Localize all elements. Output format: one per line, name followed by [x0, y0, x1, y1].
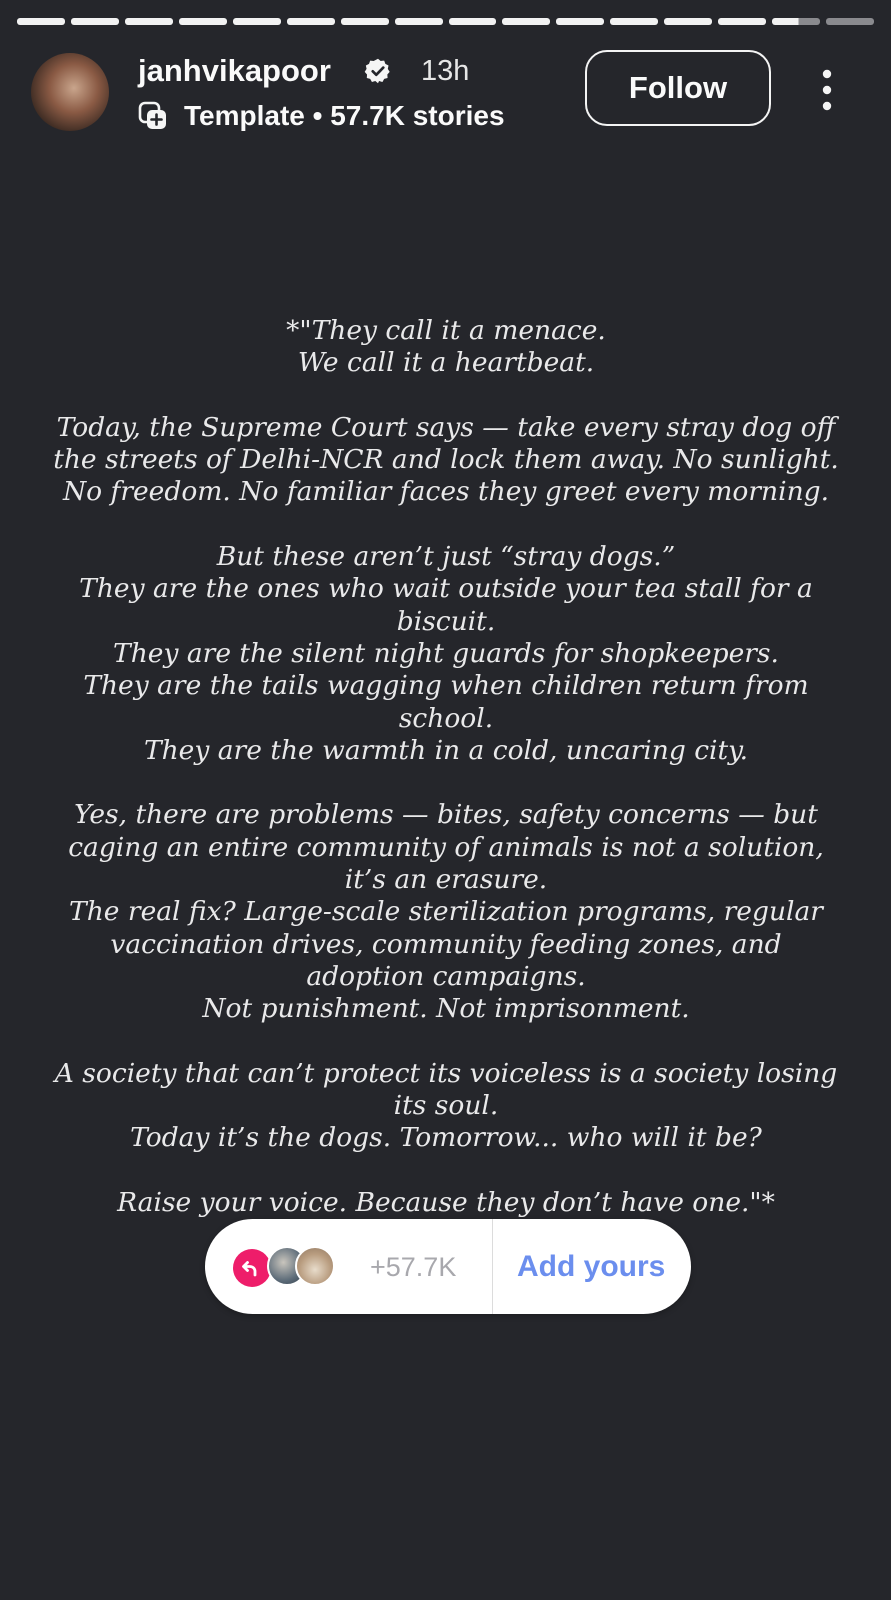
progress-segment — [395, 18, 443, 25]
quote-line: We call it a heartbeat. — [297, 347, 595, 379]
quote-line: No freedom. No familiar faces they greet every morning. — [62, 476, 830, 508]
progress-segment — [287, 18, 335, 25]
quote-line: school. — [398, 702, 494, 734]
add-yours-sticker[interactable] — [205, 1219, 691, 1314]
story-progress-bar — [17, 18, 874, 25]
quote-line: Today it’s the dogs. Tomorrow... who will it be? — [130, 1122, 762, 1154]
quote-paragraph — [22, 412, 870, 509]
quote-line: the streets of Delhi-NCR and lock them away. No sunlight. — [53, 444, 839, 476]
progress-segment — [125, 18, 173, 25]
quote-line: Not punishment. Not imprisonment. — [202, 993, 690, 1025]
quote-line: *"They call it a menace. — [286, 315, 606, 346]
quote-line: Raise your voice. Because they don’t have one."* — [117, 1187, 775, 1219]
avatar[interactable] — [31, 53, 109, 131]
progress-segment — [502, 18, 550, 25]
progress-segment — [556, 18, 604, 25]
participant-avatar — [295, 1246, 335, 1286]
verified-badge-icon — [364, 57, 392, 85]
progress-segment — [664, 18, 712, 25]
quote-line: it’s an erasure. — [344, 864, 548, 896]
quote-paragraph — [22, 315, 870, 380]
quote-line: The real fix? Large-scale sterilization programs, regular — [69, 896, 823, 928]
quote-line: They are the ones who wait outside your tea stall for a — [79, 573, 813, 605]
progress-segment — [17, 18, 65, 25]
progress-segment — [718, 18, 766, 25]
quote-line: biscuit. — [396, 605, 496, 637]
progress-segment — [826, 18, 874, 25]
template-stories-label[interactable]: Template • 57.7K stories — [184, 100, 505, 131]
progress-segment — [233, 18, 281, 25]
quote-paragraph — [22, 1187, 870, 1219]
follow-button[interactable]: Follow — [585, 50, 771, 126]
quote-paragraph — [22, 1058, 870, 1155]
add-yours-button[interactable]: Add yours — [517, 1250, 666, 1283]
progress-segment — [71, 18, 119, 25]
progress-segment — [179, 18, 227, 25]
quote-line: But these aren’t just “stray dogs.” — [216, 541, 676, 573]
story-timestamp: 13h — [421, 55, 470, 87]
participant-count: +57.7K — [370, 1252, 457, 1282]
quote-line: Today, the Supreme Court says — take every stray dog off — [56, 411, 836, 443]
more-options-icon[interactable] — [815, 68, 839, 112]
quote-line: They are the warmth in a cold, uncaring city. — [143, 734, 749, 766]
quote-line: They are the silent night guards for shopkeepers. — [113, 637, 779, 669]
quote-line: caging an entire community of animals is not a solution, — [68, 831, 824, 863]
divider — [492, 1219, 493, 1314]
quote-line: its soul. — [393, 1090, 499, 1122]
quote-paragraph — [22, 799, 870, 1025]
progress-segment — [449, 18, 497, 25]
progress-segment — [341, 18, 389, 25]
quote-paragraph — [22, 541, 870, 767]
username[interactable]: janhvikapoor — [138, 53, 331, 88]
quote-line: vaccination drives, community feeding zones, and — [110, 928, 782, 960]
progress-segment — [610, 18, 658, 25]
progress-segment — [772, 18, 820, 25]
quote-line: They are the tails wagging when children return from — [83, 670, 809, 702]
quote-line: A society that can’t protect its voiceless is a society losing — [54, 1057, 838, 1089]
story-quote-text — [22, 315, 870, 1219]
quote-line: adoption campaigns. — [306, 960, 586, 992]
reply-arrow-icon — [233, 1249, 271, 1287]
template-icon — [138, 101, 168, 131]
quote-line: Yes, there are problems — bites, safety concerns — but — [74, 799, 818, 831]
